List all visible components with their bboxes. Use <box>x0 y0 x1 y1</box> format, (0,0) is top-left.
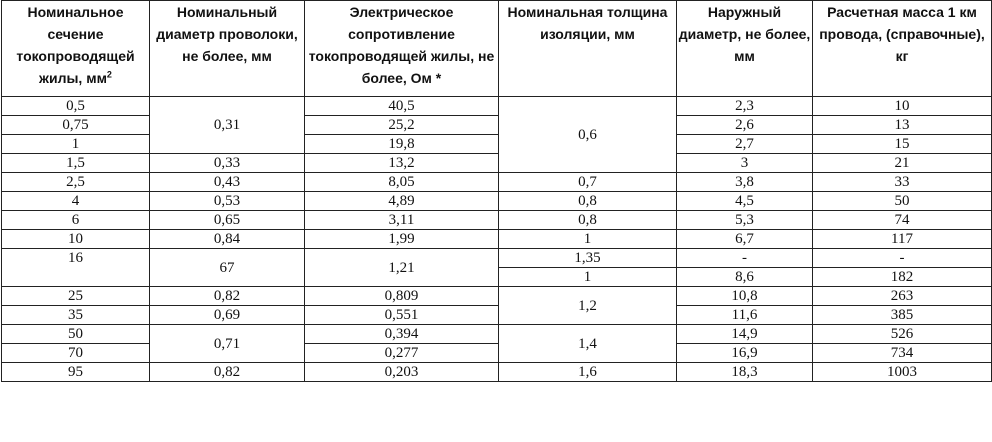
cell-outer-diameter: 2,7 <box>677 135 813 154</box>
cell-wire-diameter: 0,33 <box>150 154 305 173</box>
cell-insulation: 1,2 <box>499 287 677 325</box>
cell-insulation: 1 <box>499 230 677 249</box>
cell-mass: 734 <box>813 344 992 363</box>
cell-wire-diameter: 0,69 <box>150 306 305 325</box>
cell-resistance: 1,99 <box>305 230 499 249</box>
cell-section: 6 <box>2 211 150 230</box>
cell-mass: 15 <box>813 135 992 154</box>
table-row <box>2 287 992 306</box>
table-row <box>2 173 992 192</box>
cell-outer-diameter: 2,3 <box>677 97 813 116</box>
cell-section: 50 <box>2 325 150 344</box>
cell-resistance: 8,05 <box>305 173 499 192</box>
cell-resistance: 4,89 <box>305 192 499 211</box>
cell-outer-diameter: 18,3 <box>677 363 813 382</box>
cell-resistance: 13,2 <box>305 154 499 173</box>
cell-resistance: 3,11 <box>305 211 499 230</box>
cell-mass: 13 <box>813 116 992 135</box>
cell-resistance: 40,5 <box>305 97 499 116</box>
cell-section: 1 <box>2 135 150 154</box>
cell-resistance: 19,8 <box>305 135 499 154</box>
cell-insulation: 1 <box>499 268 677 287</box>
header-insulation: Номинальная толщина изоляции, мм <box>499 1 677 97</box>
cell-mass: 263 <box>813 287 992 306</box>
cell-outer-diameter: 8,6 <box>677 268 813 287</box>
cell-section: 35 <box>2 306 150 325</box>
table-row <box>2 211 992 230</box>
cell-resistance: 0,277 <box>305 344 499 363</box>
cell-wire-diameter: 0,82 <box>150 287 305 306</box>
cell-mass: 182 <box>813 268 992 287</box>
header-wire-diameter: Номинальный диаметр проволоки, не более, мм <box>150 1 305 97</box>
header-section-text: Номинальное сечение токопроводящей жилы, мм <box>16 4 135 86</box>
header-outer-diameter: Наружный диаметр, не более, мм <box>677 1 813 97</box>
cell-insulation: 0,6 <box>499 97 677 173</box>
cell-mass: 117 <box>813 230 992 249</box>
cell-outer-diameter: 11,6 <box>677 306 813 325</box>
cell-insulation: 0,8 <box>499 211 677 230</box>
cell-resistance: 0,203 <box>305 363 499 382</box>
cell-wire-diameter: 0,71 <box>150 325 305 363</box>
cell-outer-diameter: 6,7 <box>677 230 813 249</box>
cell-section: 10 <box>2 230 150 249</box>
cell-resistance: 0,551 <box>305 306 499 325</box>
cell-mass: 74 <box>813 211 992 230</box>
cell-resistance: 0,394 <box>305 325 499 344</box>
table-row <box>2 306 992 325</box>
cell-section: 16 <box>2 249 150 287</box>
cell-outer-diameter: 2,6 <box>677 116 813 135</box>
cell-insulation: 1,6 <box>499 363 677 382</box>
table-row <box>2 249 992 268</box>
cell-section: 4 <box>2 192 150 211</box>
table-row <box>2 325 992 344</box>
cable-spec-table <box>1 0 992 382</box>
cell-wire-diameter: 0,53 <box>150 192 305 211</box>
cell-mass: 1003 <box>813 363 992 382</box>
cell-mass: 526 <box>813 325 992 344</box>
cell-outer-diameter: 16,9 <box>677 344 813 363</box>
cell-section: 70 <box>2 344 150 363</box>
cell-resistance: 0,809 <box>305 287 499 306</box>
cell-insulation: 0,8 <box>499 192 677 211</box>
header-mass: Расчетная масса 1 км провода, (справочные), кг <box>813 1 992 97</box>
cell-outer-diameter: 4,5 <box>677 192 813 211</box>
cell-outer-diameter: 10,8 <box>677 287 813 306</box>
cell-wire-diameter: 0,84 <box>150 230 305 249</box>
cell-outer-diameter: 3 <box>677 154 813 173</box>
cell-outer-diameter: - <box>677 249 813 268</box>
table-row <box>2 192 992 211</box>
cell-resistance: 25,2 <box>305 116 499 135</box>
header-resistance: Электрическое сопротивление токопроводящей жилы, не более, Ом * <box>305 1 499 97</box>
cell-insulation: 1,4 <box>499 325 677 363</box>
cell-insulation: 0,7 <box>499 173 677 192</box>
cell-outer-diameter: 5,3 <box>677 211 813 230</box>
cell-wire-diameter: 0,82 <box>150 363 305 382</box>
table-row <box>2 230 992 249</box>
cell-section: 95 <box>2 363 150 382</box>
cell-mass: 10 <box>813 97 992 116</box>
cell-wire-diameter: 0,31 <box>150 97 305 154</box>
table-row <box>2 154 992 173</box>
cell-mass: - <box>813 249 992 268</box>
cell-mass: 385 <box>813 306 992 325</box>
cell-section: 2,5 <box>2 173 150 192</box>
cell-outer-diameter: 3,8 <box>677 173 813 192</box>
table-row <box>2 97 992 116</box>
header-section <box>2 1 150 97</box>
cell-section: 1,5 <box>2 154 150 173</box>
cell-mass: 50 <box>813 192 992 211</box>
cell-wire-diameter: 0,43 <box>150 173 305 192</box>
cell-insulation: 1,35 <box>499 249 677 268</box>
cell-resistance: 1,21 <box>305 249 499 287</box>
cell-section: 0,5 <box>2 97 150 116</box>
cell-wire-diameter: 0,65 <box>150 211 305 230</box>
table-row <box>2 363 992 382</box>
cell-section: 0,75 <box>2 116 150 135</box>
header-section-sup: 2 <box>106 69 112 80</box>
cell-mass: 33 <box>813 173 992 192</box>
header-row <box>2 1 992 97</box>
cell-outer-diameter: 14,9 <box>677 325 813 344</box>
cell-mass: 21 <box>813 154 992 173</box>
cell-section: 25 <box>2 287 150 306</box>
cell-wire-diameter: 67 <box>150 249 305 287</box>
